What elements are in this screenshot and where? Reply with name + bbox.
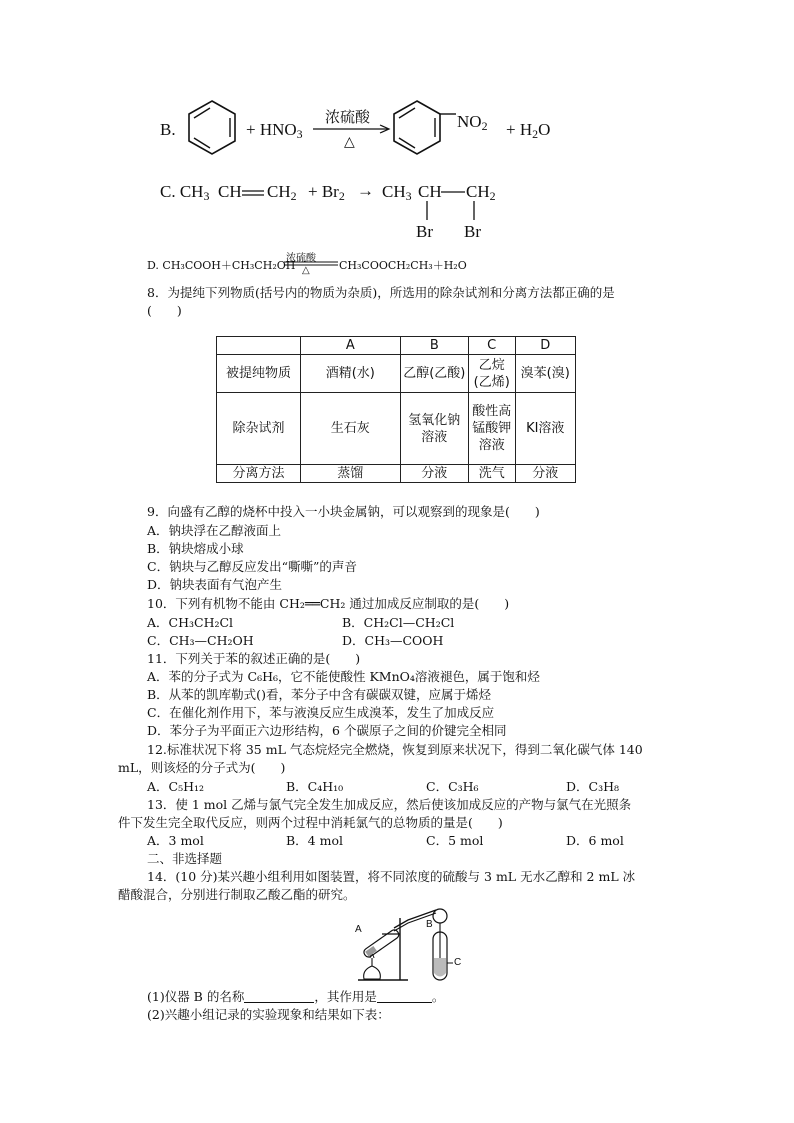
q12-option-b: B．C₄H₁₀ xyxy=(286,779,344,794)
q9-option-b: B．钠块熔成小球 xyxy=(147,541,244,556)
q9-option-a: A．钠块浮在乙醇液面上 xyxy=(147,523,282,538)
table-cell: A xyxy=(300,337,400,355)
q11-stem: 11．下列关于苯的叙述正确的是( ) xyxy=(147,651,361,666)
q9-option-d: D．钠块表面有气泡产生 xyxy=(147,577,283,592)
q8-stem: 8．为提纯下列物质(括号内的物质为杂质)，所选用的除杂试剂和分离方法都正确的是 xyxy=(147,285,615,300)
q12-option-c: C．C₃H₆ xyxy=(426,779,479,794)
hno3-formula: + $HNO_3$ xyxy=(246,120,303,141)
table-cell: D xyxy=(515,337,575,355)
table-cell: 酸性高锰酸钾溶液 xyxy=(468,393,515,465)
q14-sub2: (2)兴趣小组记录的实验现象和结果如下表： xyxy=(147,1007,390,1022)
table-row xyxy=(217,465,576,483)
q14-stem-line2: 醋酸混合，分别进行制取乙酸乙酯的研究。 xyxy=(118,887,356,902)
table-cell: B xyxy=(400,337,468,355)
q11-option-c: C．在催化剂作用下，苯与液溴反应生成溴苯，发生了加成反应 xyxy=(147,705,495,720)
heat-symbol: △ xyxy=(344,134,355,150)
q13-stem-line2: 件下发生完全取代反应，则两个过程中消耗氯气的总物质的量是( ) xyxy=(118,815,503,830)
bromine-right: Br xyxy=(464,222,481,241)
option-d-left: D. CH₃COOH＋CH₃CH₂OH xyxy=(147,259,296,272)
q10-option-c: C．CH₃—CH₂OH xyxy=(147,633,254,648)
table-cell: 酒精(水) xyxy=(300,355,400,393)
label-c: C xyxy=(454,957,462,968)
table-cell: 分液 xyxy=(400,465,468,483)
q14-sub1-prefix: (1)仪器 B 的名称 xyxy=(147,989,245,1004)
q13-option-c: C．5 mol xyxy=(426,833,484,848)
section-heading: 二、非选择题 xyxy=(147,851,223,866)
catalyst-label: 浓硫酸 xyxy=(325,108,371,126)
option-b-label: B. xyxy=(160,120,176,139)
table-cell: 分液 xyxy=(515,465,575,483)
q10-option-b: B．CH₂Cl—CH₂Cl xyxy=(342,615,455,630)
option-d-right: CH₃COOCH₂CH₃＋H₂O xyxy=(339,259,467,272)
apparatus-figure xyxy=(350,900,470,985)
table-cell: 乙烷(乙烯) xyxy=(468,355,515,393)
bromine-left: Br xyxy=(416,222,433,241)
option-d-catalyst: 浓硫酸 xyxy=(286,253,316,264)
br2-reactant: + $Br_2$ xyxy=(308,182,345,203)
table-cell: 被提纯物质 xyxy=(217,355,301,393)
q10-stem: 10．下列有机物不能由 CH₂══CH₂ 通过加成反应制取的是( ) xyxy=(147,596,510,611)
ester-apparatus-diagram xyxy=(350,900,470,985)
q9-stem: 9．向盛有乙醇的烧杯中投入一小块金属钠，可以观察到的现象是( ) xyxy=(147,504,540,519)
q12-stem-line1: 12.标准状况下将 35 mL 气态烷烃完全燃烧，恢复到原来状况下，得到二氧化碳气体 140 xyxy=(147,742,643,757)
option-d-heat: △ xyxy=(302,265,310,276)
table-cell: 溴苯(溴) xyxy=(515,355,575,393)
q14-sub1-end: 。 xyxy=(431,989,445,1004)
q11-option-b: B．从苯的凯库勒式()看，苯分子中含有碳碳双键，应属于烯烃 xyxy=(147,687,491,702)
propene-ch: CH xyxy=(218,182,242,201)
q12-stem-line2: mL，则该烃的分子式为( ) xyxy=(118,760,286,775)
q14-stem-line1: 14．(10 分)某兴趣小组利用如图装置，将不同浓度的硫酸与 3 mL 无水乙醇和 2 mL 冰 xyxy=(147,869,636,884)
single-bond xyxy=(440,190,466,194)
q11-option-a: A．苯的分子式为 C₆H₆，它不能使酸性 KMnO₄溶液褪色，属于饱和烃 xyxy=(147,669,540,684)
q14-sub1 xyxy=(147,988,444,1005)
double-bond xyxy=(240,188,266,198)
q13-option-b: B．4 mol xyxy=(286,833,343,848)
table-header-row xyxy=(217,337,576,355)
table-row xyxy=(217,393,576,465)
benzene-ring-structure xyxy=(185,95,245,165)
q13-option-a: A．3 mol xyxy=(147,833,204,848)
label-a: A xyxy=(355,924,362,935)
no2-group: $NO_2$ xyxy=(457,112,488,133)
q8-answer-paren: ( ) xyxy=(147,303,182,318)
nitrobenzene-structure xyxy=(390,95,460,165)
table-cell: 分离方法 xyxy=(217,465,301,483)
q12-option-d: D．C₃H₈ xyxy=(566,779,620,794)
table-cell: 洗气 xyxy=(468,465,515,483)
reaction-arrow-c: → xyxy=(357,181,374,200)
answer-blank-name[interactable] xyxy=(244,990,314,1003)
table-cell xyxy=(217,337,301,355)
br-bonds xyxy=(424,200,480,222)
product-ch2: $CH_2$ xyxy=(466,182,496,203)
q13-option-d: D．6 mol xyxy=(566,833,624,848)
table-row xyxy=(217,355,576,393)
propene-ch2: $CH_2$ xyxy=(267,182,297,203)
equilibrium-line xyxy=(283,261,339,267)
table-cell: 除杂试剂 xyxy=(217,393,301,465)
purification-table xyxy=(216,336,576,483)
table-cell: 氢氧化钠溶液 xyxy=(400,393,468,465)
product-ch: CH xyxy=(418,182,442,201)
q10-option-a: A．CH₃CH₂Cl xyxy=(147,615,234,630)
table-cell: 生石灰 xyxy=(300,393,400,465)
reaction-arrow xyxy=(312,124,392,134)
label-b: B xyxy=(426,919,433,930)
q13-stem-line1: 13．使 1 mol 乙烯与氯气完全发生加成反应，然后使该加成反应的产物与氯气在光照条 xyxy=(147,797,632,812)
table-cell: 蒸馏 xyxy=(300,465,400,483)
table-cell: 乙醇(乙酸) xyxy=(400,355,468,393)
q10-option-d: D．CH₃—COOH xyxy=(342,633,444,648)
water-product: + $H_2O$ xyxy=(506,120,551,141)
answer-blank-purpose[interactable] xyxy=(377,990,432,1003)
table-cell: KI溶液 xyxy=(515,393,575,465)
table-cell: C xyxy=(468,337,515,355)
q12-option-a: A．C₅H₁₂ xyxy=(147,779,205,794)
q9-option-c: C．钠块与乙醇反应发出“嘶嘶”的声音 xyxy=(147,559,357,574)
q14-sub1-middle: ，其作用是 xyxy=(314,989,377,1004)
q11-option-d: D．苯分子为平面正六边形结构，6 个碳原子之间的价键完全相同 xyxy=(147,723,507,738)
product-ch3: $CH_3$ xyxy=(382,182,412,203)
propene-ch3: C. $CH_3$ xyxy=(160,182,210,203)
